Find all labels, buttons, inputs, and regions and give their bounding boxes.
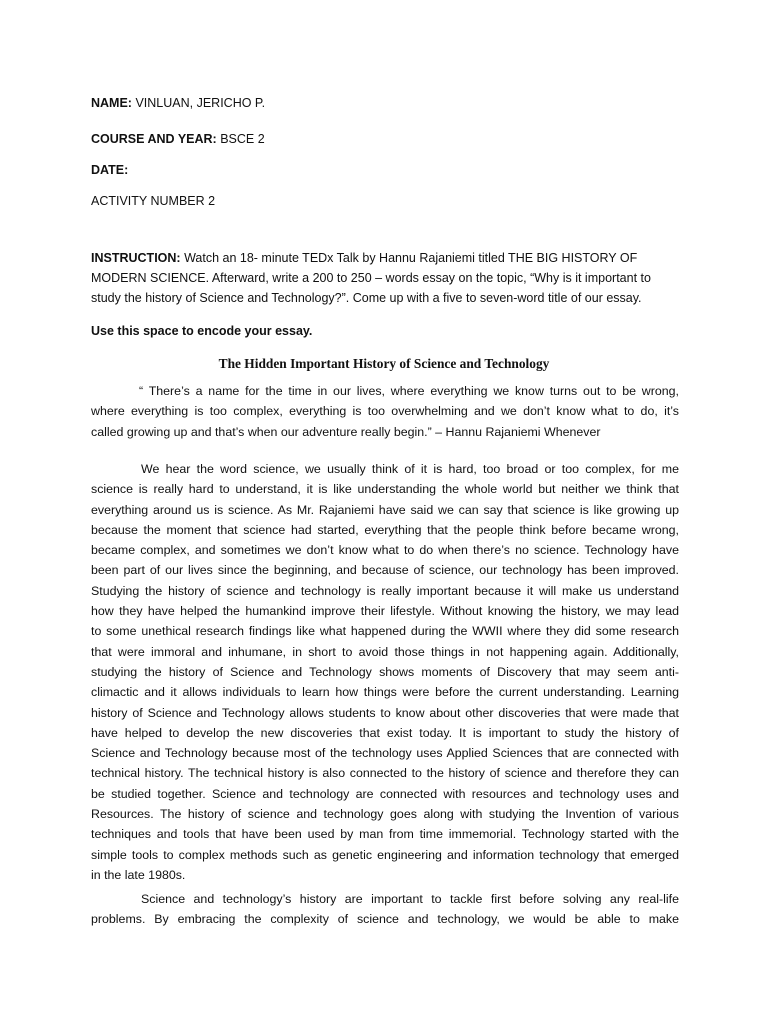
body-line: climactic and it allows individuals to learn how things were before the current understanding. Learning xyxy=(91,685,679,700)
instruction-text: Watch an 18- minute TEDx Talk by Hannu Rajaniemi titled THE BIG HISTORY OF MODERN SCIENCE. Afterward, write a 200 to 250 – words essay on the topic, “Why is it important to study the history of Science and Technology?”. Come up with a five to seven-word title of our essay. xyxy=(91,251,651,305)
quote-paragraph xyxy=(91,381,679,442)
body-line: Science and Technology because most of the technology uses Applied Sciences that are connected with xyxy=(91,746,679,761)
course-label: COURSE AND YEAR: xyxy=(91,132,217,146)
body-line: simple tools to complex methods such as genetic engineering and information technology that emerged xyxy=(91,847,679,862)
body-line: in the late 1980s. xyxy=(91,867,186,882)
body-line: be studied together. Science and technology are connected with resources and technology uses and xyxy=(91,786,679,801)
body-line: technical history. The technical history is also connected to the history of science and therefore they can xyxy=(91,766,679,781)
closing-line: problems. By embracing the complexity of science and technology, we would be able to make xyxy=(91,912,679,927)
instruction-block xyxy=(91,248,677,308)
encode-note: Use this space to encode your essay. xyxy=(91,324,313,338)
body-line: everything around us is science. As Mr. Rajaniemi have said we can say that science is like growing up xyxy=(91,502,679,517)
body-line: been part of our lives since the beginning, and because of science, our technology has been improved. xyxy=(91,563,679,578)
activity-number: ACTIVITY NUMBER 2 xyxy=(91,194,216,208)
name-value: VINLUAN, JERICHO P. xyxy=(135,96,266,110)
body-line: Studying the history of science and technology is really important because it will make us understand xyxy=(91,583,679,598)
body-line: because the moment that science had started, everything that the people think before became wrong, xyxy=(91,522,679,537)
quote-line: where everything is too complex, everything is too overwhelming and we don’t know what to do, it’s xyxy=(91,404,679,419)
body-line: that were immoral and inhumane, in short to avoid those things in not happening again. Additionally, xyxy=(91,644,679,659)
body-line: science is really hard to understand, it is like understanding the whole world but neither we think that xyxy=(91,482,679,497)
body-line: Resources. The history of science and technology goes along with studying the Invention of various xyxy=(91,807,679,822)
body-line: history of Science and Technology allows students to know about other discoveries that were made that xyxy=(91,705,679,720)
body-line: to some unethical research findings like what happened during the WWII where they did some research xyxy=(91,624,679,639)
body-line: techniques and tools that have been used by man from time immemorial. Technology started with the xyxy=(91,827,679,842)
instruction-label: INSTRUCTION: xyxy=(91,251,181,265)
body-paragraph xyxy=(91,459,679,885)
body-line: how they have helped the humankind improve their lifestyle. Without knowing the history, we may lead xyxy=(91,604,679,619)
body-line: became complex, and sometimes we don’t know what to do when there’s no science. Technology have xyxy=(91,543,679,558)
closing-paragraph xyxy=(91,889,679,930)
quote-line: “ There’s a name for the time in our lives, where everything we know turns out to be wrong, xyxy=(139,384,679,398)
date-label: DATE: xyxy=(91,163,129,177)
name-label: NAME: xyxy=(91,96,132,110)
closing-line: Science and technology’s history are important to tackle first before solving any real-life xyxy=(141,892,679,906)
body-line: studying the history of Science and Technology shows moments of Discovery that may seem anti- xyxy=(91,664,679,679)
essay-title: The Hidden Important History of Science and Technology xyxy=(218,356,550,371)
body-line: have helped to develop the new discoveries that exist today. It is important to study the history of xyxy=(91,725,679,740)
quote-line: called growing up and that’s when our adventure really begin.” – Hannu Rajaniemi Whenever xyxy=(91,424,601,439)
body-line: We hear the word science, we usually think of it is hard, too broad or too complex, for me xyxy=(141,462,679,476)
date-line xyxy=(91,162,128,178)
course-value: BSCE 2 xyxy=(220,132,265,146)
course-line xyxy=(91,131,265,147)
name-line xyxy=(91,95,265,111)
